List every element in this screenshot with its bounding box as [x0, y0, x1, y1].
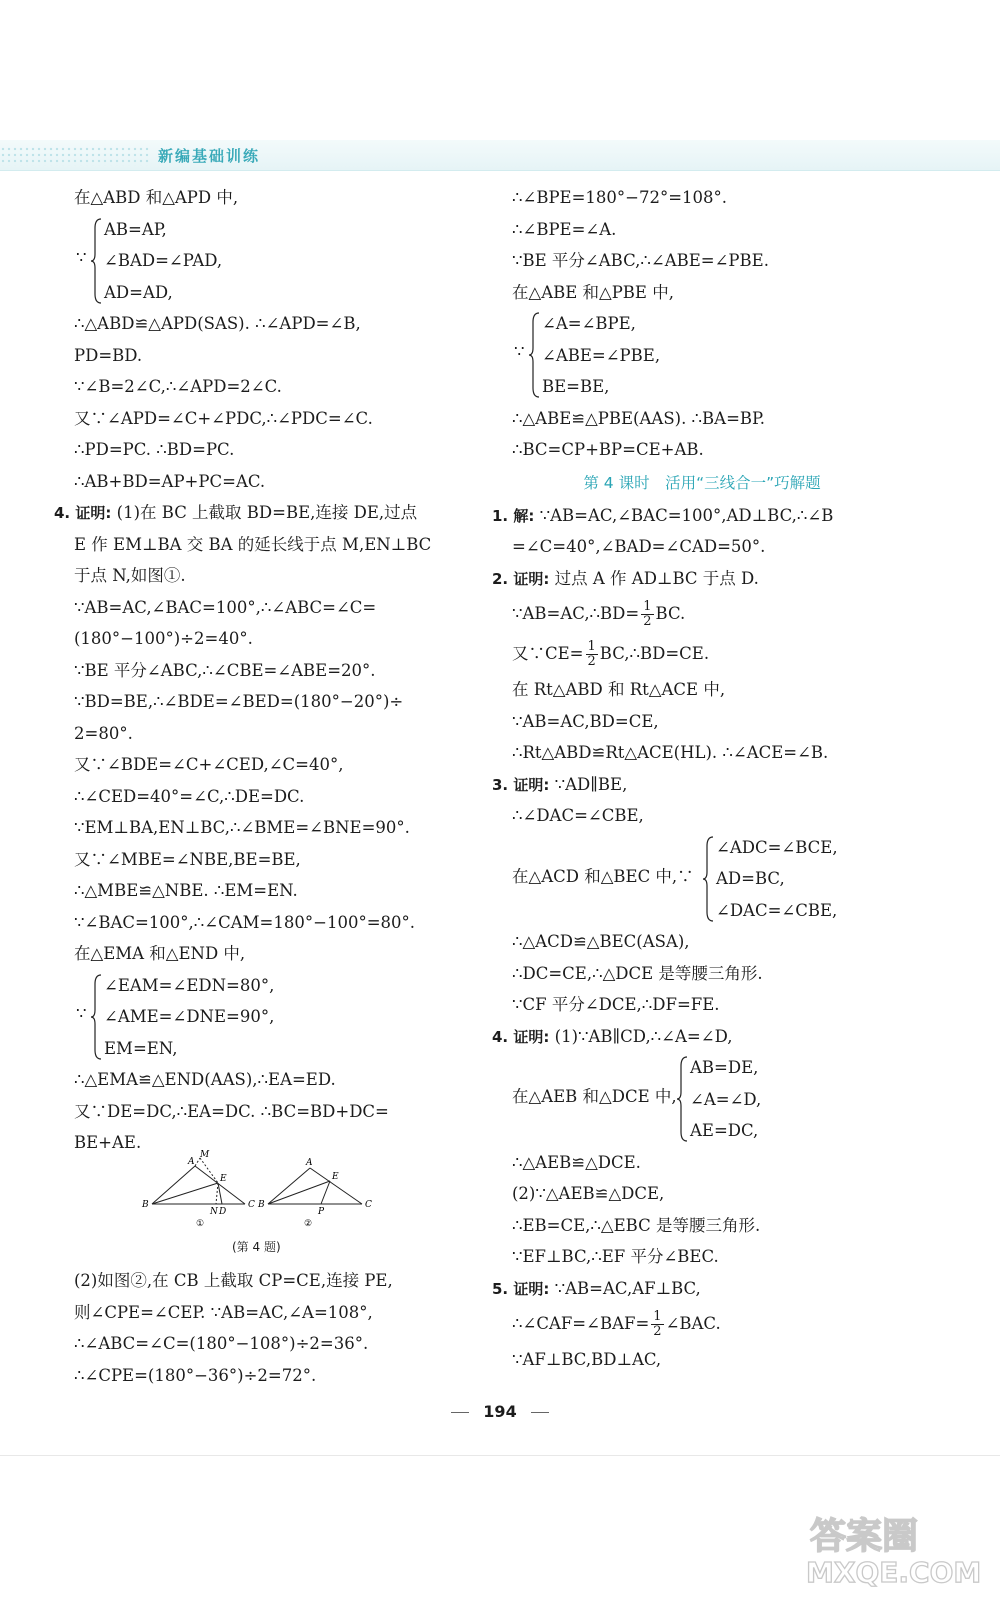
question-line — [492, 769, 892, 801]
brace-line: ∠EAM=∠EDN=80°, — [104, 975, 275, 995]
brace-group — [512, 1052, 892, 1147]
text-line: 2=80°. — [74, 723, 133, 743]
brace-icon — [702, 836, 714, 922]
text-line: 于点 N,如图①. — [74, 566, 186, 585]
text-line: ∵AF⊥BC,BD⊥AC, — [512, 1350, 662, 1369]
text-span: BC. — [655, 604, 686, 623]
brace-line: AB=AP, — [104, 219, 167, 239]
fraction-denominator: 2 — [587, 654, 596, 669]
text-span: 过点 A 作 AD⊥BC 于点 D. — [554, 568, 759, 588]
text-line: ∴∠BPE=180°−72°=108°. — [512, 188, 728, 207]
fraction-numerator: 1 — [643, 599, 652, 614]
text-span: ∵AB=AC,∴BD= — [512, 604, 640, 623]
question-line — [492, 1273, 892, 1305]
brace-line: ∠DAC=∠CBE, — [716, 900, 838, 920]
text-line: ∵CF 平分∠DCE,∴DF=FE. — [512, 995, 720, 1014]
fraction-numerator: 1 — [653, 1309, 662, 1324]
text-line-fraction — [512, 634, 892, 674]
book-title: 新编基础训练 — [158, 147, 261, 165]
text-line: 在△EMA 和△END 中, — [74, 944, 246, 963]
text-line: BE+AE. — [74, 1133, 142, 1152]
question-line — [492, 1021, 892, 1053]
label-d: D — [219, 1207, 227, 1217]
label-m: M — [200, 1150, 210, 1160]
question-lead: 证明: — [75, 504, 112, 522]
text-line: ∴AB+BD=AP+PC=AC. — [74, 471, 266, 491]
question-lead: 证明: — [513, 775, 550, 794]
brace-group — [76, 214, 454, 309]
text-span: ∵AB=AC,∠BAC=100°,AD⊥BC,∴∠B — [539, 505, 834, 525]
left-column-bottom — [74, 1265, 454, 1391]
footer-divider — [0, 1455, 1000, 1456]
text-span: BC,∴BD=CE. — [599, 644, 710, 663]
text-line: ∴PD=PC. ∴BD=PC. — [74, 440, 235, 459]
text-line: ∴△AEB≌△DCE. — [512, 1152, 641, 1172]
text-line: ∴△ABD≌△APD(SAS). ∴∠APD=∠B, — [74, 314, 361, 333]
question-number: 4. — [54, 504, 71, 522]
fraction — [641, 600, 653, 629]
question-number: 1. — [492, 506, 509, 525]
text-span: ∵AB=AC,AF⊥BC, — [554, 1278, 701, 1298]
text-line: (180°−100°)÷2=40°. — [74, 629, 253, 648]
text-line: ∵∠BAC=100°,∴∠CAM=180°−100°=80°. — [74, 912, 416, 932]
watermark-logo — [800, 1508, 985, 1588]
question-number: 3. — [492, 775, 509, 794]
fraction — [651, 1310, 663, 1339]
text-line: 又∵∠APD=∠C+∠PDC,∴∠PDC=∠C. — [74, 408, 373, 428]
text-line: ∵BD=BE,∴∠BDE=∠BED=(180°−20°)÷ — [74, 692, 404, 711]
right-column — [492, 182, 892, 1376]
text-line: ∴△ABE≌△PBE(AAS). ∴BA=BP. — [512, 408, 766, 428]
brace-group — [512, 832, 892, 927]
text-span: (1)在 BC 上截取 BD=BE,连接 DE,过点 — [116, 503, 418, 522]
brace-line: AD=BC, — [716, 869, 785, 888]
label-n: N — [210, 1207, 218, 1217]
text-line: 在△ABD 和△APD 中, — [74, 188, 239, 207]
text-line: =∠C=40°,∠BAD=∠CAD=50°. — [512, 537, 766, 556]
text-line-fraction — [512, 594, 892, 634]
label-a: A — [306, 1158, 313, 1168]
page-number-dash — [531, 1412, 549, 1413]
label-a: A — [188, 1157, 195, 1167]
question-line — [492, 563, 892, 595]
brace-line: ∠BAD=∠PAD, — [104, 251, 223, 270]
label-e: E — [220, 1174, 227, 1184]
page-number-dash — [451, 1412, 469, 1413]
text-span: ∴∠CAF=∠BAF= — [512, 1314, 650, 1333]
text-line: ∴BC=CP+BP=CE+AB. — [512, 440, 704, 459]
brace-line: ∠A=∠BPE, — [542, 314, 636, 333]
because-symbol: ∵ — [514, 342, 525, 361]
text-span: 在△AEB 和△DCE 中, — [512, 1087, 677, 1106]
text-line: ∴∠CED=40°=∠C,∴DE=DC. — [74, 786, 305, 806]
text-line: (2)如图②,在 CB 上截取 CP=CE,连接 PE, — [74, 1271, 393, 1290]
question-number: 2. — [492, 569, 509, 588]
question-lead: 解: — [513, 506, 535, 525]
watermark-top-text: 答案圈 — [810, 1516, 919, 1557]
text-line: E 作 EM⊥BA 交 BA 的延长线于点 M,EN⊥BC — [74, 534, 432, 554]
because-symbol: ∵ — [76, 1003, 87, 1023]
header-dots — [0, 146, 150, 166]
text-span: ∠BAC. — [665, 1314, 721, 1333]
question-number: 4. — [492, 1027, 509, 1046]
because-symbol: ∵ — [76, 247, 87, 267]
section-title: 第 4 课时 活用“三线合一”巧解题 — [583, 473, 821, 492]
brace-line: EM=EN, — [104, 1038, 178, 1058]
brace-line: AB=DE, — [690, 1058, 759, 1077]
brace-line: BE=BE, — [542, 377, 610, 396]
question-line — [54, 497, 454, 529]
geometry-figure — [140, 1148, 380, 1238]
brace-icon — [90, 974, 102, 1060]
page-number-text: 194 — [483, 1402, 517, 1421]
text-line: ∵AB=AC,BD=CE, — [512, 711, 659, 731]
text-line: ∵AB=AC,∠BAC=100°,∴∠ABC=∠C= — [74, 597, 377, 617]
brace-icon — [90, 218, 102, 304]
text-line: ∴△EMA≌△END(AAS),∴EA=ED. — [74, 1070, 336, 1089]
text-line: ∴∠BPE=∠A. — [512, 219, 617, 239]
text-line: PD=BD. — [74, 345, 143, 365]
text-line: 又∵DE=DC,∴EA=DC. ∴BC=BD+DC= — [74, 1101, 389, 1121]
text-span: 在△ACD 和△BEC 中,∵ — [512, 866, 694, 886]
question-line — [492, 500, 892, 532]
text-span: (1)∵AB∥CD,∴∠A=∠D, — [554, 1026, 733, 1046]
label-c: C — [365, 1200, 372, 1210]
text-line: 则∠CPE=∠CEP. ∵AB=AC,∠A=108°, — [74, 1302, 373, 1322]
brace-line: ∠A=∠D, — [690, 1089, 762, 1109]
brace-line: ∠ADC=∠BCE, — [716, 837, 838, 857]
text-line: (2)∵△AEB≌△DCE, — [512, 1184, 665, 1203]
fraction-numerator: 1 — [587, 639, 596, 654]
label-b: B — [142, 1200, 149, 1210]
text-line: ∵∠B=2∠C,∴∠APD=2∠C. — [74, 377, 282, 396]
text-line: ∴∠DAC=∠CBE, — [512, 806, 644, 825]
text-line: ∴DC=CE,∴△DCE 是等腰三角形. — [512, 963, 763, 983]
fraction-denominator: 2 — [653, 1324, 662, 1339]
brace-icon — [528, 312, 540, 398]
figure-2-label: ② — [304, 1219, 313, 1229]
text-line: ∵EF⊥BC,∴EF 平分∠BEC. — [512, 1247, 719, 1266]
text-line: ∴△ACD≌△BEC(ASA), — [512, 932, 690, 951]
label-b: B — [258, 1200, 265, 1210]
question-lead: 证明: — [513, 1279, 550, 1298]
text-span: 又∵CE= — [512, 644, 584, 663]
figure-caption: (第 4 题) — [232, 1240, 281, 1254]
text-line: ∵EM⊥BA,EN⊥BC,∴∠BME=∠BNE=90°. — [74, 818, 410, 837]
label-e: E — [332, 1172, 339, 1182]
question-number: 5. — [492, 1279, 509, 1298]
watermark-bottom-text: MXQE.COM — [806, 1556, 982, 1588]
header-band — [0, 140, 1000, 171]
text-line: 在△ABE 和△PBE 中, — [512, 282, 674, 302]
text-line: ∴∠ABC=∠C=(180°−108°)÷2=36°. — [74, 1334, 369, 1353]
page-number — [0, 1402, 1000, 1421]
text-line: ∴Rt△ABD≌Rt△ACE(HL). ∴∠ACE=∠B. — [512, 743, 829, 762]
text-line: ∵BE 平分∠ABC,∴∠ABE=∠PBE. — [512, 251, 769, 270]
text-line: 又∵∠BDE=∠C+∠CED,∠C=40°, — [74, 755, 344, 774]
text-line-fraction — [512, 1304, 892, 1344]
brace-line: AD=AD, — [104, 282, 173, 302]
question-lead: 证明: — [513, 569, 550, 588]
brace-group — [76, 970, 454, 1065]
text-line: ∵BE 平分∠ABC,∴∠CBE=∠ABE=20°. — [74, 660, 376, 680]
text-span: ∵AD∥BE, — [554, 774, 628, 794]
text-line: ∴EB=CE,∴△EBC 是等腰三角形. — [512, 1215, 761, 1235]
question-lead: 证明: — [513, 1027, 550, 1046]
figure-1-label: ① — [196, 1219, 205, 1229]
label-p: P — [318, 1207, 325, 1217]
brace-group — [514, 308, 892, 403]
brace-icon — [676, 1056, 688, 1142]
brace-line: ∠AME=∠DNE=90°, — [104, 1007, 275, 1026]
label-c: C — [248, 1200, 255, 1210]
fraction-denominator: 2 — [643, 614, 652, 629]
text-line: ∴△MBE≌△NBE. ∴EM=EN. — [74, 881, 298, 900]
fraction — [586, 640, 598, 669]
brace-line: ∠ABE=∠PBE, — [542, 345, 661, 365]
text-line: ∴∠CPE=(180°−36°)÷2=72°. — [74, 1365, 317, 1385]
brace-line: AE=DC, — [690, 1121, 759, 1140]
left-column — [54, 182, 454, 1159]
text-line: 又∵∠MBE=∠NBE,BE=BE, — [74, 849, 301, 869]
text-line: 在 Rt△ABD 和 Rt△ACE 中, — [512, 680, 726, 699]
